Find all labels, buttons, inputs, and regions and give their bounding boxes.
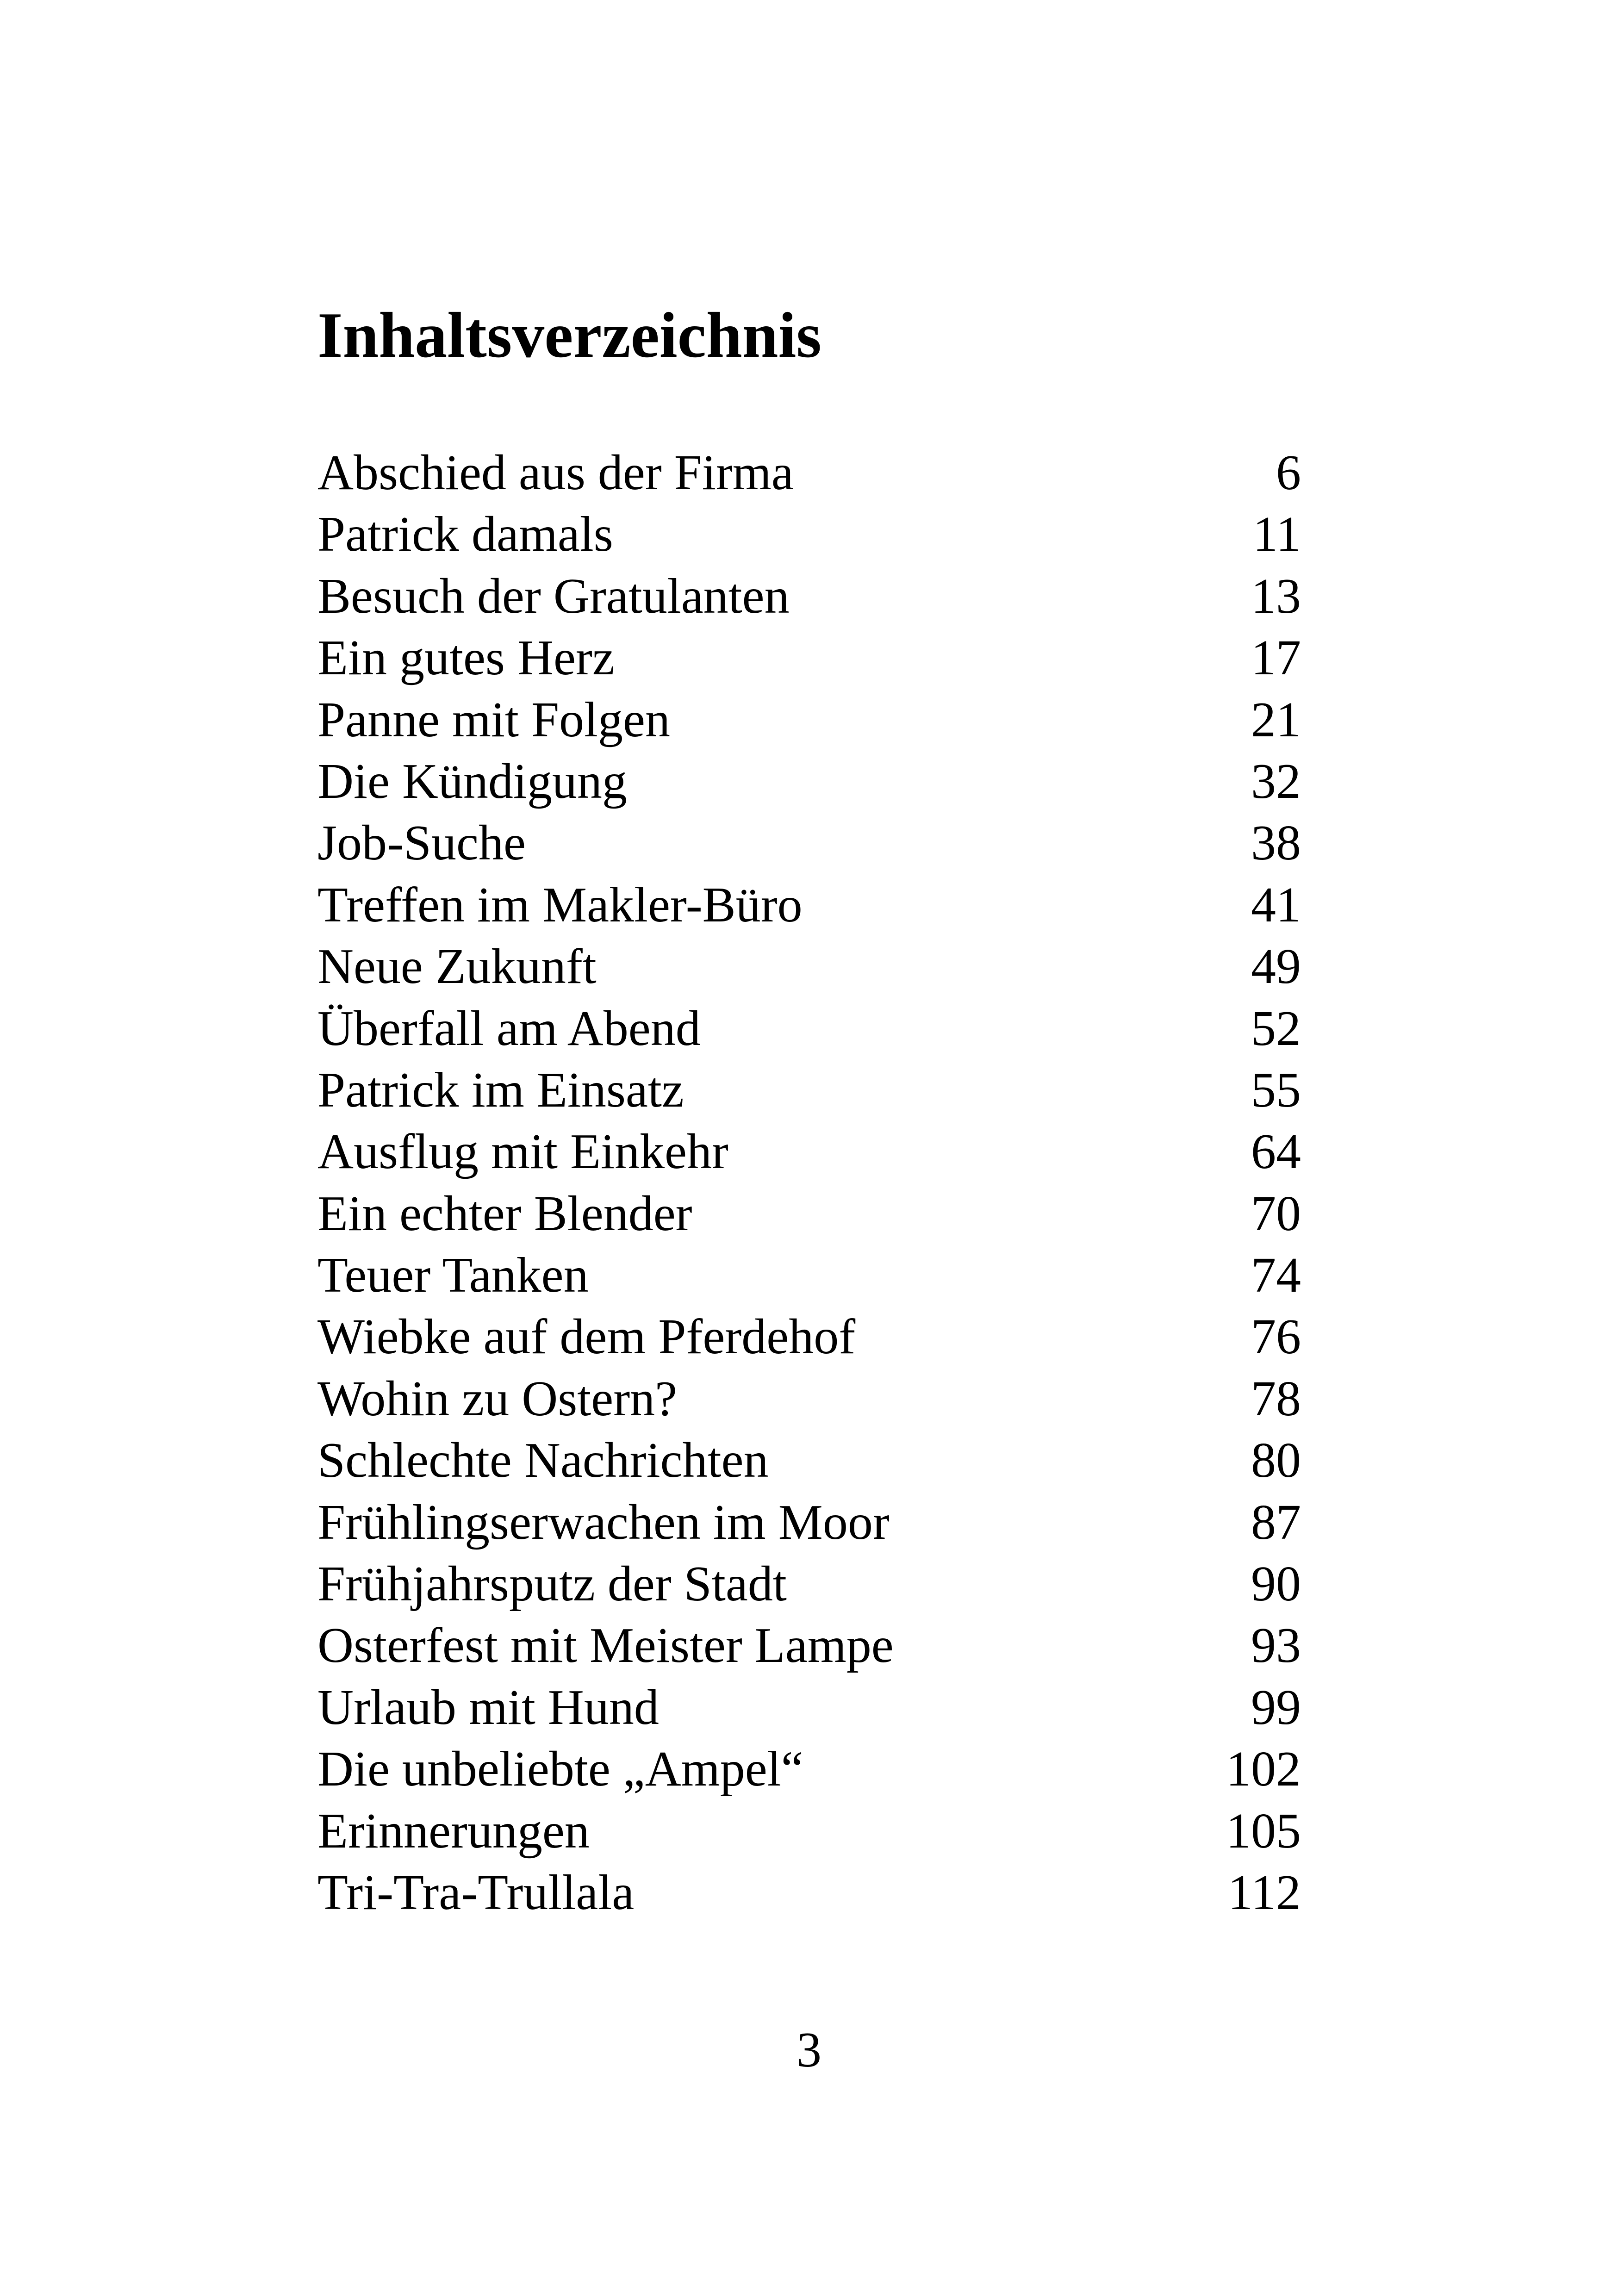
toc-entry-title: Ein gutes Herz <box>317 630 615 686</box>
toc-entry-page: 87 <box>1251 1494 1301 1550</box>
toc-entry <box>317 566 1301 627</box>
toc-entry-title: Patrick damals <box>317 507 613 562</box>
toc-entry <box>317 998 1301 1059</box>
page-number: 3 <box>797 2022 821 2078</box>
toc-entry <box>317 812 1301 874</box>
toc-entry <box>317 689 1301 751</box>
toc-entry <box>317 1738 1301 1800</box>
toc-entry-title: Treffen im Makler-Büro <box>317 877 803 933</box>
toc-entry-title: Osterfest mit Meister Lampe <box>317 1618 894 1674</box>
toc-entry-page: 90 <box>1251 1556 1301 1612</box>
toc-entry-title: Job-Suche <box>317 815 526 871</box>
toc-entry-page: 52 <box>1251 1001 1301 1056</box>
toc-entry-page: 49 <box>1251 939 1301 995</box>
toc-entry-page: 17 <box>1251 630 1301 686</box>
toc-entry-page: 41 <box>1251 877 1301 933</box>
toc-entry-title: Patrick im Einsatz <box>317 1062 684 1118</box>
toc-entry-title: Die unbeliebte „Ampel“ <box>317 1742 803 1797</box>
toc-entry-title: Tri-Tra-Trullala <box>317 1865 635 1920</box>
toc-entry-title: Schlechte Nachrichten <box>317 1433 769 1488</box>
toc-entry-page: 32 <box>1251 753 1301 809</box>
toc-entry <box>317 1553 1301 1615</box>
toc-entry <box>317 1306 1301 1368</box>
toc-entry <box>317 751 1301 812</box>
toc-entry-page: 102 <box>1226 1742 1301 1797</box>
toc-entry-page: 11 <box>1253 507 1301 562</box>
toc-entry <box>317 1059 1301 1121</box>
toc-entry <box>317 1430 1301 1491</box>
toc-entry-page: 21 <box>1251 692 1301 747</box>
toc-entry <box>317 1121 1301 1182</box>
toc-entry-title: Wiebke auf dem Pferdehof <box>317 1309 856 1365</box>
toc-entry-page: 55 <box>1251 1062 1301 1118</box>
toc-entry-page: 13 <box>1251 568 1301 624</box>
toc-entry-page: 99 <box>1251 1680 1301 1735</box>
table-of-contents <box>317 442 1301 1923</box>
toc-entry <box>317 1615 1301 1676</box>
toc-entry <box>317 504 1301 565</box>
toc-entry-title: Urlaub mit Hund <box>317 1680 659 1735</box>
toc-entry <box>317 1368 1301 1430</box>
toc-entry-title: Die Kündigung <box>317 753 627 809</box>
toc-entry <box>317 442 1301 504</box>
toc-entry-page: 70 <box>1251 1186 1301 1241</box>
page-title: Inhaltsverzeichnis <box>317 299 821 371</box>
toc-entry <box>317 627 1301 689</box>
toc-entry <box>317 1800 1301 1862</box>
toc-entry-title: Besuch der Gratulanten <box>317 568 790 624</box>
toc-entry-page: 74 <box>1251 1248 1301 1303</box>
toc-entry <box>317 1244 1301 1306</box>
toc-entry-page: 64 <box>1251 1124 1301 1180</box>
toc-entry-title: Ein echter Blender <box>317 1186 692 1241</box>
toc-entry-title: Neue Zukunft <box>317 939 597 995</box>
toc-entry-title: Wohin zu Ostern? <box>317 1371 678 1426</box>
toc-entry-page: 112 <box>1228 1865 1301 1920</box>
toc-entry-page: 38 <box>1251 815 1301 871</box>
toc-entry-page: 80 <box>1251 1433 1301 1488</box>
toc-entry-page: 105 <box>1226 1803 1301 1859</box>
toc-entry <box>317 1677 1301 1738</box>
toc-entry-page: 6 <box>1276 445 1301 500</box>
toc-entry-page: 78 <box>1251 1371 1301 1426</box>
toc-entry <box>317 936 1301 997</box>
toc-entry-title: Überfall am Abend <box>317 1001 701 1056</box>
toc-entry-page: 76 <box>1251 1309 1301 1365</box>
toc-entry-title: Teuer Tanken <box>317 1248 589 1303</box>
toc-entry-title: Frühlingserwachen im Moor <box>317 1494 890 1550</box>
toc-entry-title: Abschied aus der Firma <box>317 445 794 500</box>
toc-entry-title: Panne mit Folgen <box>317 692 670 747</box>
toc-entry <box>317 874 1301 936</box>
toc-entry-title: Ausflug mit Einkehr <box>317 1124 728 1180</box>
toc-entry-title: Frühjahrsputz der Stadt <box>317 1556 787 1612</box>
toc-entry-page: 93 <box>1251 1618 1301 1674</box>
toc-entry <box>317 1492 1301 1553</box>
toc-entry-title: Erinnerungen <box>317 1803 590 1859</box>
toc-entry <box>317 1862 1301 1923</box>
toc-entry <box>317 1183 1301 1244</box>
